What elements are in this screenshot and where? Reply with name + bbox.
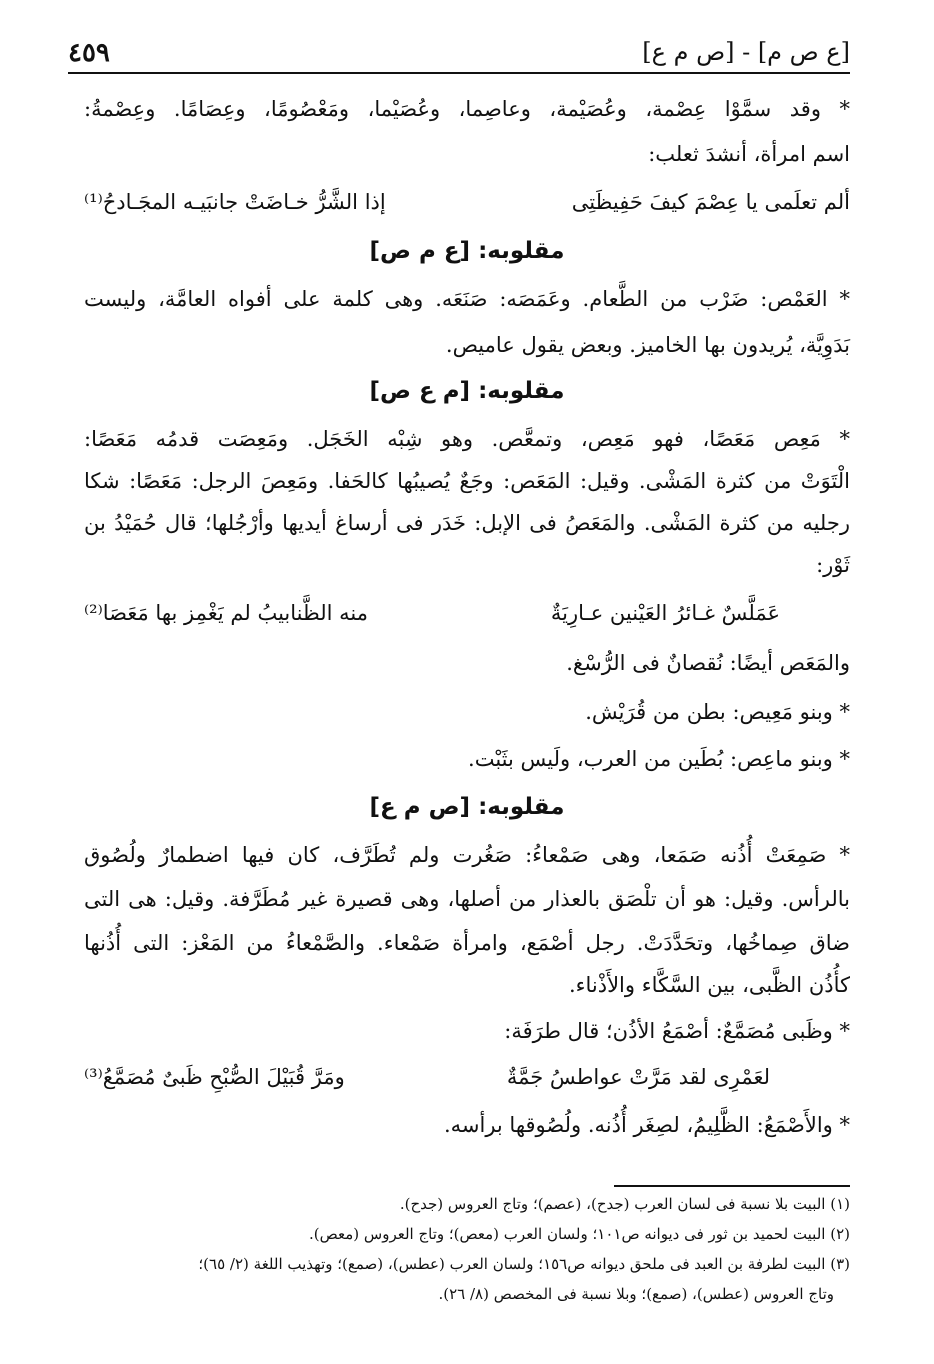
text-line: اسم امرأة، أنشدَ ثعلب: [648, 142, 850, 166]
text-line: الْتَوَتْ من كثرة المَشْى. وقيل: المَعَص: وجَعٌ يُصيبُها كالحَفا. ومَعِصَ الرجل: مَعَصًا: شكا [84, 469, 850, 493]
text-line: والمَعَص أيضًا: نُقصانٌ فى الرُّسْغ. [566, 651, 850, 675]
footnote: (٣) البيت لطرفة بن العبد فى ملحق ديوانه ص١٥٦؛ ولسان العرب (عطس)، (صمع)؛ وتهذيب اللغة (٢/ ٦٥)؛ [198, 1255, 850, 1273]
footnote: (٢) البيت لحميد بن ثور فى ديوانه ص١٠١؛ ولسان العرب (معص)؛ وتاج العروس (معص). [309, 1225, 850, 1243]
text-line: * وقد سمَّوْا عِصْمة، وعُصَيْمة، وعاصِما، وعُصَيْما، ومَعْصُومًا، وعِصَامًا. وعِصْمةُ: [84, 97, 850, 121]
verse-second-hemistich: إذا الشَّرُّ خـاضَتْ جانبَيـه المجَـادحُ⁽¹⁾ [84, 190, 386, 214]
text-line: * العَمْص: ضَرْب من الطَّعام. وعَمَصَه: صَنَعَه. وهى كلمة على أفواه العامَّة، وليست [84, 287, 850, 311]
text-line: كأُذُن الظَّبى، بين السَّكَّاء والأَذْناء. [568, 973, 850, 997]
verse-first-hemistich: ألم تعلَمى يا عِصْمَ كيفَ حَفِيظَتِى [571, 190, 850, 214]
running-head: [ع ص م] - [ص م ع] [642, 38, 850, 66]
section-heading: مقلوبه: [م ع ص] [369, 378, 565, 404]
section-heading: مقلوبه: [ص م ع] [369, 794, 565, 820]
text-line: بالرأس. وقيل: هو أن تلْصَق بالعذار من أصلها، وهى قصيرة غير مُطَرَّفة. وقيل: هى التى [84, 887, 851, 911]
page-number: ٤٥٩ [68, 38, 110, 68]
text-line: * وبنو مَعِيص: بطن من قُرَيْش. [585, 700, 850, 724]
text-line: * وظَبى مُصَمَّعٌ: أصْمَعُ الأذُن؛ قال طرَفَة: [504, 1019, 850, 1043]
verse-second-hemistich: منه الظَّنابيبُ لم يَغْمِز بها مَعَصَا⁽²⁾ [84, 601, 368, 625]
text-line: * وبنو ماعِص: بُطَين من العرب، ولَيس بثَبْت. [468, 747, 850, 771]
text-line: * صَمِعَتْ أُذُنه صَمَعا، وهى صَمْعاءُ: صَغُرت ولم تُطَرَّف، كان فيها اضطمارٌ ولُصُوق [84, 843, 850, 867]
page-header [68, 38, 850, 74]
footnote: (١) البيت بلا نسبة فى لسان العرب (جدح)، (عصم)؛ وتاج العروس (جدح). [399, 1195, 850, 1213]
text-line: بَدَوِيَّة، يُريدون بها الخاميز. وبعض يقول عاميص. [445, 333, 850, 357]
verse-first-hemistich: لعَمْرِى لقد مَرَّتْ عواطسُ جَمَّةٌ [506, 1065, 770, 1089]
text-line: ثَوْر: [816, 553, 850, 577]
footnote-divider [614, 1185, 850, 1187]
text-line: رجليه من كثرة المَشْى. والمَعَصُ فى الإبل: خَدَر فى أرساغ أيديها وأرْجُلها؛ قال حُمَيْدُ بن [84, 511, 850, 535]
verse-first-hemistich: عَمَلَّسٌ غـائرُ العَيْنين عـارِيَةٌ [550, 601, 780, 625]
verse-second-hemistich: ومَرَّ قُبَيْلَ الصُّبْحِ ظَبىٌ مُصَمَّعُ⁽³⁾ [84, 1065, 345, 1089]
text-line: ضاق صِماخُها، وتحَدَّدَتْ. رجل أصْمَع، وامرأة صَمْعاء. والصَّمْعاءُ من المَعْز: التى أُذُنها [84, 931, 850, 955]
text-line: * والأَصْمَعُ: الظَّلِيمُ، لصِغَر أُذُنه. ولُصُوقها برأسه. [443, 1113, 850, 1137]
text-line: * مَعِص مَعَصًا، فهو مَعِص، وتمعَّص. وهو شِبْه الخَجَل. ومَعِصَت قدمُه مَعَصًا: [84, 427, 850, 451]
section-heading: مقلوبه: [ع م ص] [369, 238, 565, 264]
footnote: وتاج العروس (عطس)، (صمع)؛ وبلا نسبة فى المخصص (٨/ ٢٦). [438, 1285, 834, 1303]
